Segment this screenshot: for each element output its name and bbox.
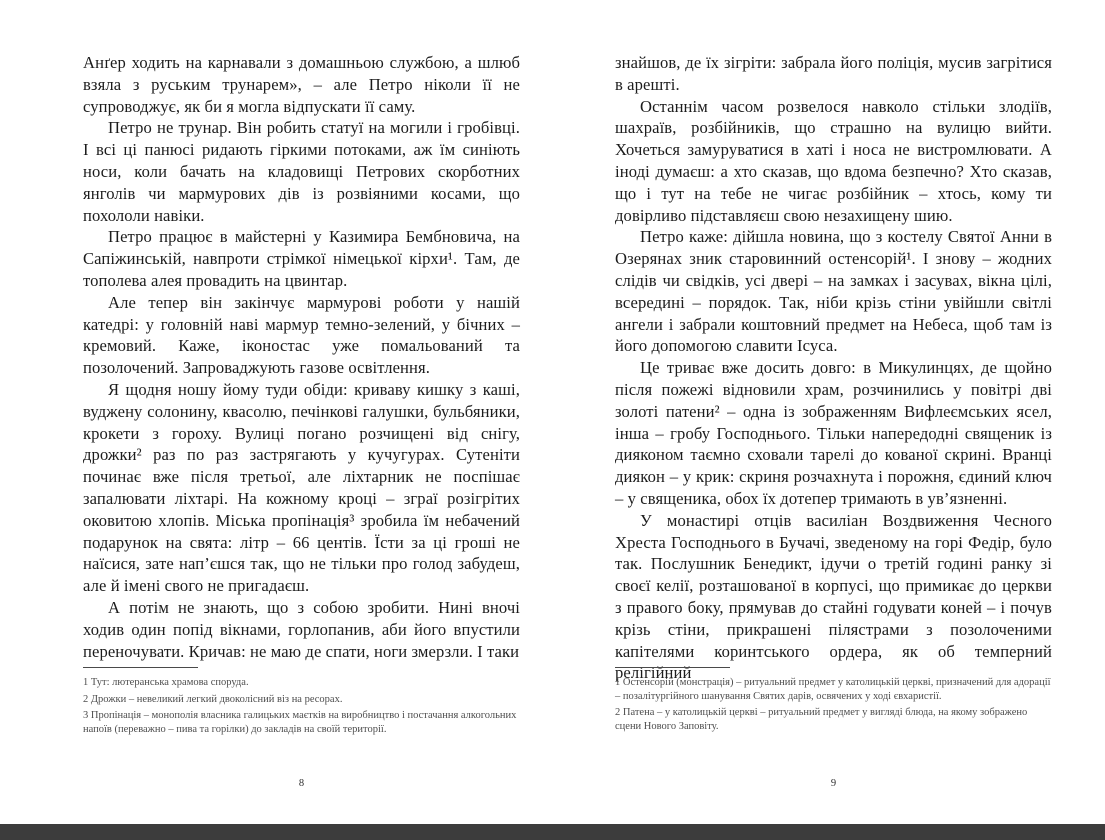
footnote: 2 Дрожки – невеликий легкий двоколісний віз на ресорах. bbox=[83, 693, 343, 705]
footnote: 3 Пропінація – монополія власника галицьких маєтків на виробництво і постачання алкогольних напоїв (переважно – пива та горілки) до закладів на своїй території. bbox=[83, 710, 517, 735]
paragraph: Анґер ходить на карнавали з домашньою службою, а шлюб взяла з руським трунарем», – але Петро ніколи її не супроводжує, як би я могла відпускати її саму. bbox=[83, 53, 520, 116]
footnote-list bbox=[83, 676, 520, 736]
page-left-body bbox=[83, 52, 520, 662]
paragraph: Але тепер він закінчує мармурові роботи у нашій катедрі: у головній наві мармур темно-зелений, у бічних – кремовий. Каже, іконостас уже помальований та позолочений. Запроваджують газове освітлення. bbox=[83, 292, 520, 378]
footnote: 1 Остенсорій (монстрація) – ритуальний предмет у католицькій церкві, призначений для адорації – позалітургійного шанування Святих дарів, освячених у ході євхаристії. bbox=[615, 677, 1051, 702]
paragraph: знайшов, де їх зігріти: забрала його поліція, мусив загрітися в арешті. bbox=[615, 53, 1052, 94]
page-right-footnotes bbox=[615, 667, 1052, 736]
page-left bbox=[83, 52, 520, 840]
page-right-body bbox=[615, 52, 1052, 684]
page-number-right: 9 bbox=[830, 778, 837, 789]
page-number-left: 8 bbox=[298, 778, 305, 789]
bottom-bar bbox=[0, 824, 1105, 840]
footnote-separator bbox=[615, 667, 730, 668]
footnote-list bbox=[615, 676, 1052, 733]
paragraph: Це триває вже досить довго: в Микулинцях, де щойно після пожежі відновили храм, розчинились у повітрі дві золоті патени² – одна із зображенням Вифлеємських ясел, інша – гробу Господнього. Тільки напередодні священик із дияконом таємно сховали тарелі до кованої скрині. Вранці диякон – у крик: скриня розчахнута і порожня, єдиний ключ – у священика, обох їх дотепер тримають в ув’язненні. bbox=[615, 358, 1052, 508]
page-right bbox=[615, 52, 1052, 840]
footnote: 2 Патена – у католицькій церкві – ритуальний предмет у вигляді блюда, на якому зображено сцени Нового Заповіту. bbox=[615, 707, 1028, 732]
paragraph: А потім не знають, що з собою зробити. Нині вночі ходив один попід вікнами, горлопанив, аби його впустили переночувати. Кричав: не маю де спати, ноги змерзли. І таки bbox=[83, 597, 520, 661]
paragraph: Петро каже: дійшла новина, що з костелу Святої Анни в Озерянах зник старовинний остенсорій¹. І знову – жодних слідів чи свідків, усі двері – на замках і засувах, вікна цілі, всередині – порядок. Так, ніби крізь стіни увійшли світлі ангели і забрали коштовний предмет на Небеса, щоб там із його допомогою славити Ісуса. bbox=[615, 227, 1052, 356]
paragraph: Петро працює в майстерні у Казимира Бембновича, на Сапіжинській, навпроти стрімкої німецької кірхи¹. Там, де тополева алея провадить на цвинтар. bbox=[83, 227, 520, 290]
footnote-separator bbox=[83, 667, 198, 668]
footnote: 1 Тут: лютеранська храмова споруда. bbox=[83, 677, 249, 688]
paragraph: Останнім часом розвелося навколо стільки злодіїв, шахраїв, розбійників, що страшно на вулицю вийти. Хочеться замуруватися в хаті і носа не вистромлювати. А іноді думаєш: а хто сказав, що вдома безпечно? Хто сказав, що і тут на тебе не чигає розбійник – хтось, кому ти довірливо підставляєш свою незахищену шию. bbox=[615, 96, 1052, 225]
paragraph: Петро не трунар. Він робить статуї на могили і гробівці. І всі ці панюсі ридають гіркими потоками, аж їм синіють носи, коли бачать на кладовищі Петрових скорботних янголів чи мармурових дів із розвіяними косами, що похололи навіки. bbox=[83, 118, 520, 225]
paragraph: У монастирі отців василіан Воздвиження Чесного Хреста Господнього в Бучачі, зведеному на горі Федір, було так. Послушник Бенедикт, ідучи о третій годині ранку зі своєї келії, розташованої в корпусі, що примикає до церкви з правого боку, прямував до стайні годувати коней – і почув крізь стіни, прикрашені пілястрами з позолоченими капітелями коринтського ордера, як об темперний релігійний bbox=[615, 510, 1052, 683]
page-left-footnotes bbox=[83, 667, 520, 739]
paragraph: Я щодня ношу йому туди обіди: криваву кишку з каші, вуджену солонину, квасолю, печінкові галушки, бульбяники, крокети з гороху. Вулиці погано розчищені від снігу, дрожки² раз по раз застрягають у кучугурах. Сутеніти починає вже після третьої, але ліхтарник не поспішає запалювати ліхтарі. На кожному кроці – зграї розігрітих оковитою хлопів. Міська пропінація³ зробила їм небачений подарунок на свята: літр – 66 центів. Їсти за ці гроші не наїсися, зате нап’єшся так, що не тільки про голод забудеш, але й імені свого не пригадаєш. bbox=[83, 379, 520, 596]
